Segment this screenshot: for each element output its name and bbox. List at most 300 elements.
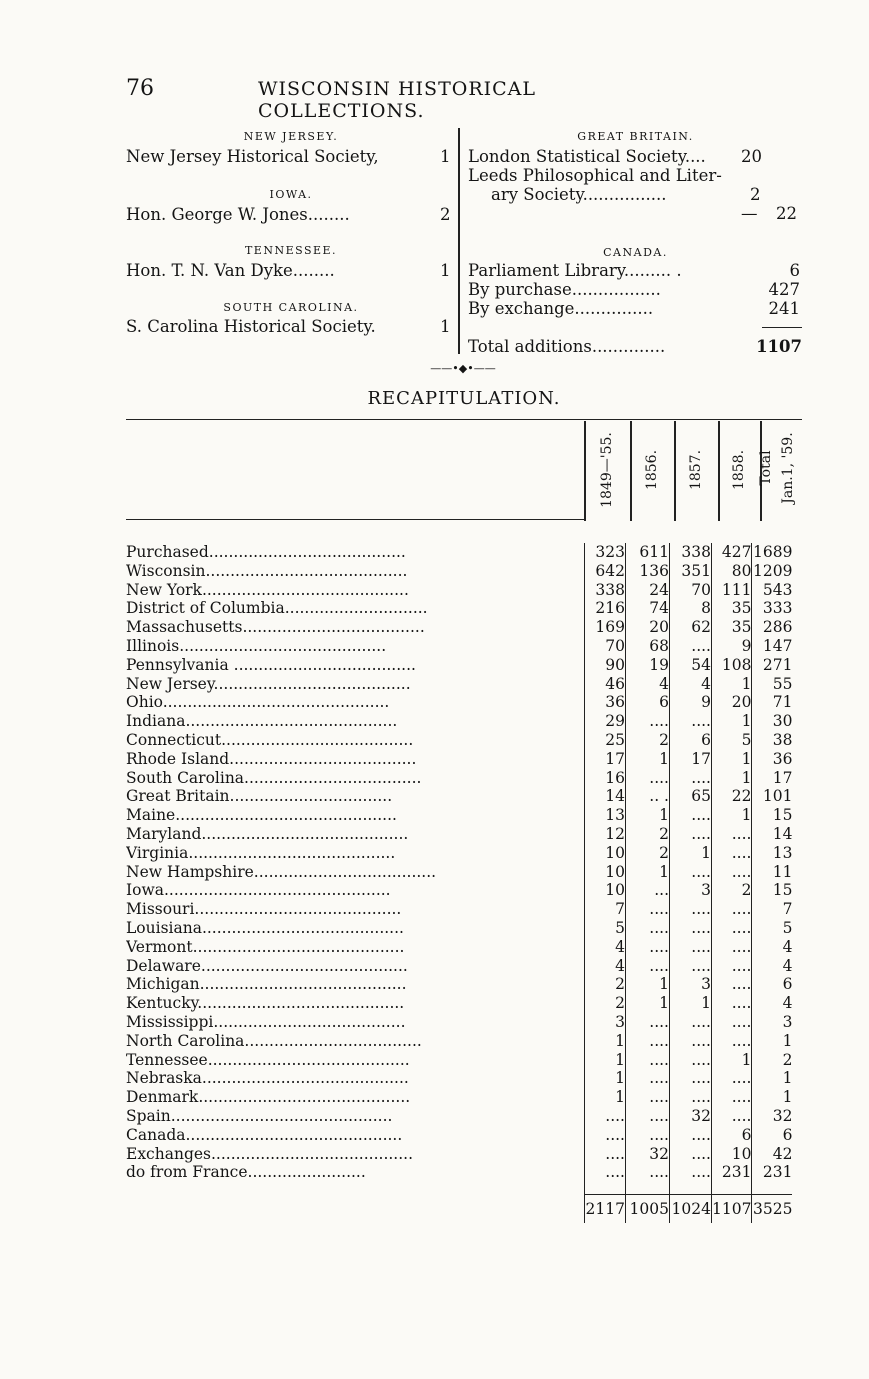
total-value: 1107 xyxy=(712,1195,752,1224)
gb-dash: — xyxy=(741,204,758,223)
row-value: 62 xyxy=(670,618,712,637)
column-divider xyxy=(458,128,460,354)
row-label: South Carolina.................................... xyxy=(126,768,422,787)
row-value: .. . xyxy=(626,787,670,806)
row-value: 10 xyxy=(712,1145,752,1164)
row-label: Tennessee......................................... xyxy=(126,1050,410,1069)
row-value: 1 xyxy=(712,712,752,731)
row-value: 32 xyxy=(626,1145,670,1164)
row-label: New Hampshire..................................... xyxy=(126,862,437,881)
south-carolina-value: 1 xyxy=(440,317,451,336)
row-value: .... xyxy=(626,1013,670,1032)
totals-row xyxy=(126,1195,792,1224)
row-label: New York.......................................... xyxy=(126,580,409,599)
row-value: 7 xyxy=(585,900,626,919)
row-value: 5 xyxy=(752,919,793,938)
canada-row-value: 6 xyxy=(789,261,800,280)
row-label: District of Columbia............................. xyxy=(126,599,428,618)
table-row xyxy=(126,919,792,938)
row-value: 42 xyxy=(752,1145,793,1164)
row-value: .... xyxy=(712,1032,752,1051)
row-value: 1 xyxy=(712,675,752,694)
row-value: 20 xyxy=(626,618,670,637)
row-value: 1 xyxy=(585,1069,626,1088)
row-value: 35 xyxy=(712,599,752,618)
row-label: Maryland.......................................... xyxy=(126,824,409,843)
spacer-row xyxy=(126,1182,792,1195)
heading-tennessee: TENNESSEE. xyxy=(244,244,338,257)
total-additions-value: 1107 xyxy=(756,337,802,356)
row-value: 16 xyxy=(585,769,626,788)
row-label: North Carolina.................................... xyxy=(126,1031,422,1050)
row-label: Rhode Island...................................... xyxy=(126,749,417,768)
table-row xyxy=(126,1088,792,1107)
row-value: 338 xyxy=(670,543,712,562)
heading-canada: CANADA. xyxy=(603,246,668,259)
row-value: .... xyxy=(626,1163,670,1182)
row-value: 3 xyxy=(585,1013,626,1032)
row-value: .... xyxy=(712,863,752,882)
row-value: 231 xyxy=(752,1163,793,1182)
table-row xyxy=(126,656,792,675)
row-value: .... xyxy=(712,900,752,919)
row-value: 46 xyxy=(585,675,626,694)
table-row xyxy=(126,975,792,994)
row-label: Indiana........................................... xyxy=(126,712,398,731)
row-value: .... xyxy=(626,1032,670,1051)
row-value: 323 xyxy=(585,543,626,562)
tennessee-entry: Hon. T. N. Van Dyke........ xyxy=(126,261,335,280)
row-value: .... xyxy=(626,1107,670,1126)
row-label: Canada............................................ xyxy=(126,1125,403,1144)
row-value: 3 xyxy=(670,881,712,900)
column-header-1849-55: 1849—'55. xyxy=(599,432,615,508)
row-value: 29 xyxy=(585,712,626,731)
row-value: 351 xyxy=(670,562,712,581)
header-col-rule xyxy=(718,421,720,521)
recap-title: RECAPITULATION. xyxy=(367,388,561,409)
row-value: 70 xyxy=(585,637,626,656)
row-value: .... xyxy=(626,938,670,957)
row-value: 13 xyxy=(585,806,626,825)
row-value: 55 xyxy=(752,675,793,694)
row-value: 147 xyxy=(752,637,793,656)
row-value: 333 xyxy=(752,599,793,618)
column-header-total: Total xyxy=(758,450,774,486)
row-value: 611 xyxy=(626,543,670,562)
row-label: Maine............................................. xyxy=(126,806,397,825)
row-value: .... xyxy=(626,769,670,788)
table-row xyxy=(126,787,792,806)
table-row xyxy=(126,769,792,788)
row-value: 1 xyxy=(626,806,670,825)
total-value: 1024 xyxy=(670,1195,712,1224)
table-row xyxy=(126,637,792,656)
row-value: 65 xyxy=(670,787,712,806)
row-value: 5 xyxy=(712,731,752,750)
row-value: 1 xyxy=(712,769,752,788)
row-value: 36 xyxy=(585,693,626,712)
row-value: 36 xyxy=(752,750,793,769)
row-value: 338 xyxy=(585,581,626,600)
table-row xyxy=(126,1163,792,1182)
column-header-1858: 1858. xyxy=(731,449,747,491)
row-label: Spain............................................. xyxy=(126,1106,393,1125)
table-row xyxy=(126,1107,792,1126)
row-value: 1 xyxy=(626,975,670,994)
row-value: 2 xyxy=(626,844,670,863)
row-value: 1209 xyxy=(753,561,793,580)
row-value: .... xyxy=(712,994,752,1013)
table-row xyxy=(126,675,792,694)
row-value: 70 xyxy=(670,581,712,600)
row-label: Delaware.......................................... xyxy=(126,956,408,975)
row-label: Virginia.......................................... xyxy=(126,843,396,862)
heading-south-carolina: SOUTH CAROLINA. xyxy=(223,301,359,314)
table-row xyxy=(126,599,792,618)
table-row xyxy=(126,863,792,882)
row-value: 17 xyxy=(670,750,712,769)
row-value: 3 xyxy=(752,1013,793,1032)
column-header-jan-1859: Jan.1, '59. xyxy=(780,432,796,504)
row-value: 108 xyxy=(712,656,752,675)
iowa-entry: Hon. George W. Jones........ xyxy=(126,205,350,224)
table-row xyxy=(126,957,792,976)
row-value: .... xyxy=(626,712,670,731)
row-label: Missouri.......................................... xyxy=(126,900,402,919)
row-value: 13 xyxy=(752,844,793,863)
row-value: .... xyxy=(585,1145,626,1164)
total-value: 2117 xyxy=(585,1195,626,1224)
row-value: .... xyxy=(626,1126,670,1145)
row-value: 1 xyxy=(712,750,752,769)
row-value: .... xyxy=(712,938,752,957)
gb-line-3-value: 2 xyxy=(750,185,761,204)
row-value: 10 xyxy=(585,844,626,863)
row-value: 2 xyxy=(585,975,626,994)
row-value: 25 xyxy=(585,731,626,750)
row-value: .... xyxy=(670,712,712,731)
row-value: 1 xyxy=(670,994,712,1013)
row-value: .... xyxy=(585,1126,626,1145)
row-label: Connecticut....................................... xyxy=(126,730,414,749)
row-value: .... xyxy=(626,1069,670,1088)
table-row xyxy=(126,712,792,731)
row-value: 1 xyxy=(752,1032,793,1051)
row-label: Louisiana......................................... xyxy=(126,918,404,937)
header-col-rule xyxy=(630,421,632,521)
row-value: .... xyxy=(712,844,752,863)
spacer-cell xyxy=(670,1182,712,1195)
row-label: Iowa.............................................. xyxy=(126,881,391,900)
row-label: Denmark........................................... xyxy=(126,1088,411,1107)
table-row xyxy=(126,581,792,600)
canada-row-value: 241 xyxy=(768,299,800,318)
row-value: 1 xyxy=(712,806,752,825)
row-value: 54 xyxy=(670,656,712,675)
row-value: 12 xyxy=(585,825,626,844)
recap-table xyxy=(126,543,792,1223)
row-value: .... xyxy=(626,1051,670,1070)
row-value: 169 xyxy=(585,618,626,637)
row-value: 24 xyxy=(626,581,670,600)
row-value: 14 xyxy=(752,825,793,844)
row-value: 68 xyxy=(626,637,670,656)
row-label: do from France........................ xyxy=(126,1163,366,1182)
total-value: 1005 xyxy=(626,1195,670,1224)
row-value: .... xyxy=(626,900,670,919)
row-value: 17 xyxy=(752,769,793,788)
row-value: 19 xyxy=(626,656,670,675)
header-col-rule xyxy=(674,421,676,521)
table-row xyxy=(126,562,792,581)
row-value: 2 xyxy=(752,1051,793,1070)
row-value: 15 xyxy=(752,806,793,825)
row-label: Kentucky.......................................... xyxy=(126,994,405,1013)
row-label: Wisconsin......................................... xyxy=(126,561,408,580)
row-value: .... xyxy=(712,1107,752,1126)
row-label: Ohio.............................................. xyxy=(126,693,390,712)
row-value: 2 xyxy=(626,825,670,844)
table-row xyxy=(126,900,792,919)
row-value: 71 xyxy=(752,693,793,712)
table-row xyxy=(126,693,792,712)
row-value: 4 xyxy=(752,938,793,957)
row-value: 8 xyxy=(670,599,712,618)
row-label: Vermont........................................... xyxy=(126,937,405,956)
row-value: 4 xyxy=(670,675,712,694)
gb-subtotal: 22 xyxy=(776,204,797,223)
row-value: 3 xyxy=(670,975,712,994)
row-value: .... xyxy=(670,1013,712,1032)
row-value: .... xyxy=(670,919,712,938)
row-label: New Jersey........................................ xyxy=(126,674,411,693)
row-label: Mississippi....................................... xyxy=(126,1012,406,1031)
table-row xyxy=(126,1051,792,1070)
sum-rule xyxy=(762,327,802,328)
row-value: ... xyxy=(626,881,670,900)
table-row xyxy=(126,825,792,844)
row-value: 4 xyxy=(752,994,793,1013)
table-row xyxy=(126,731,792,750)
gb-line-1-value: 20 xyxy=(741,147,762,166)
row-value: 2 xyxy=(585,994,626,1013)
row-value: 35 xyxy=(712,618,752,637)
canada-row: Parliament Library......... . xyxy=(468,261,682,280)
new-jersey-entry: New Jersey Historical Society, xyxy=(126,147,379,166)
spacer-cell xyxy=(626,1182,670,1195)
canada-row: By purchase................. xyxy=(468,280,661,299)
heading-iowa: IOWA. xyxy=(269,188,313,201)
row-value: .... xyxy=(712,1069,752,1088)
row-value: 11 xyxy=(752,863,793,882)
heading-new-jersey: NEW JERSEY. xyxy=(243,130,339,143)
total-value: 3525 xyxy=(752,1195,793,1224)
row-value: .... xyxy=(712,1013,752,1032)
row-value: 4 xyxy=(752,957,793,976)
row-value: 15 xyxy=(752,881,793,900)
row-value: 74 xyxy=(626,599,670,618)
row-value: 543 xyxy=(752,581,793,600)
totals-label xyxy=(126,1195,585,1224)
south-carolina-entry: S. Carolina Historical Society. xyxy=(126,317,376,336)
page-number: 76 xyxy=(126,76,154,101)
row-value: 1 xyxy=(585,1032,626,1051)
row-value: 4 xyxy=(585,957,626,976)
row-label: Nebraska.......................................... xyxy=(126,1069,409,1088)
row-value: 6 xyxy=(712,1126,752,1145)
row-value: .... xyxy=(670,900,712,919)
table-row xyxy=(126,994,792,1013)
row-value: .... xyxy=(712,975,752,994)
row-value: 90 xyxy=(585,656,626,675)
table-row xyxy=(126,1126,792,1145)
row-value: .... xyxy=(626,919,670,938)
row-value: 111 xyxy=(712,581,752,600)
row-value: 32 xyxy=(752,1107,793,1126)
gb-line-1: London Statistical Society.... xyxy=(468,147,706,166)
heading-great-britain: GREAT BRITAIN. xyxy=(577,130,694,143)
table-row xyxy=(126,938,792,957)
row-value: 10 xyxy=(585,863,626,882)
row-value: .... xyxy=(585,1163,626,1182)
row-value: 38 xyxy=(752,731,793,750)
row-value: 1 xyxy=(670,844,712,863)
row-value: 1689 xyxy=(753,543,793,561)
gb-line-3: ary Society................ xyxy=(491,185,667,204)
row-value: 6 xyxy=(752,975,793,994)
row-value: .... xyxy=(670,806,712,825)
row-value: 101 xyxy=(752,787,793,806)
column-header-1856: 1856. xyxy=(644,449,660,491)
row-value: 10 xyxy=(585,881,626,900)
row-value: .... xyxy=(712,1088,752,1107)
row-value: 6 xyxy=(626,693,670,712)
row-value: 9 xyxy=(670,693,712,712)
row-value: .... xyxy=(670,1088,712,1107)
spacer-cell xyxy=(585,1182,626,1195)
row-value: .... xyxy=(585,1107,626,1126)
total-additions-label: Total additions.............. xyxy=(468,337,666,356)
row-value: .... xyxy=(670,637,712,656)
iowa-value: 2 xyxy=(440,205,451,224)
table-row xyxy=(126,1145,792,1164)
table-row xyxy=(126,750,792,769)
row-value: 1 xyxy=(626,863,670,882)
spacer-cell xyxy=(752,1182,793,1195)
row-value: 17 xyxy=(585,750,626,769)
row-value: 136 xyxy=(626,562,670,581)
row-value: 30 xyxy=(752,712,793,731)
row-value: 1 xyxy=(585,1088,626,1107)
spacer-cell xyxy=(712,1182,752,1195)
row-value: 1 xyxy=(626,750,670,769)
row-value: .... xyxy=(670,1163,712,1182)
row-value: .... xyxy=(670,1051,712,1070)
row-value: .... xyxy=(626,957,670,976)
row-value: 2 xyxy=(626,731,670,750)
row-value: 1 xyxy=(712,1051,752,1070)
row-value: 1 xyxy=(752,1088,793,1107)
canada-row-value: 427 xyxy=(768,280,800,299)
canada-row: By exchange............... xyxy=(468,299,654,318)
row-value: 427 xyxy=(712,543,752,562)
spacer-cell xyxy=(126,1182,585,1195)
gb-line-2: Leeds Philosophical and Liter- xyxy=(468,166,722,185)
table-stub-rule xyxy=(126,519,584,520)
row-value: 2 xyxy=(712,881,752,900)
row-value: 4 xyxy=(585,938,626,957)
row-value: 286 xyxy=(752,618,793,637)
row-value: .... xyxy=(712,825,752,844)
row-value: 20 xyxy=(712,693,752,712)
row-label: Purchased........................................ xyxy=(126,543,406,561)
ornament: ——•◆•—— xyxy=(430,362,496,375)
table-row xyxy=(126,1013,792,1032)
row-value: 22 xyxy=(712,787,752,806)
row-value: 14 xyxy=(585,787,626,806)
running-title: WISCONSIN HISTORICAL COLLECTIONS. xyxy=(258,78,537,122)
table-row xyxy=(126,881,792,900)
table-row xyxy=(126,543,792,562)
row-label: Massachusetts..................................... xyxy=(126,618,425,637)
row-value: .... xyxy=(670,1069,712,1088)
row-label: Exchanges......................................... xyxy=(126,1144,413,1163)
row-label: Pennsylvania ..................................... xyxy=(126,655,416,674)
row-value: 642 xyxy=(585,562,626,581)
row-value: 271 xyxy=(752,656,793,675)
row-value: 1 xyxy=(626,994,670,1013)
row-label: Great Britain................................. xyxy=(126,787,393,806)
row-value: .... xyxy=(712,919,752,938)
row-value: 5 xyxy=(585,919,626,938)
row-label: Illinois.......................................... xyxy=(126,636,387,655)
row-value: 216 xyxy=(585,599,626,618)
row-value: 4 xyxy=(626,675,670,694)
row-value: 32 xyxy=(670,1107,712,1126)
row-value: .... xyxy=(670,769,712,788)
row-value: 6 xyxy=(752,1126,793,1145)
new-jersey-value: 1 xyxy=(440,147,451,166)
row-value: .... xyxy=(626,1088,670,1107)
tennessee-value: 1 xyxy=(440,261,451,280)
header-col-rule xyxy=(584,421,586,521)
table-row xyxy=(126,1032,792,1051)
table-row xyxy=(126,806,792,825)
row-value: 6 xyxy=(670,731,712,750)
table-row xyxy=(126,618,792,637)
row-value: .... xyxy=(670,1145,712,1164)
row-value: 7 xyxy=(752,900,793,919)
table-row xyxy=(126,1069,792,1088)
row-value: 1 xyxy=(585,1051,626,1070)
row-value: .... xyxy=(670,938,712,957)
column-header-1857: 1857. xyxy=(688,449,704,491)
row-value: .... xyxy=(670,957,712,976)
row-value: 80 xyxy=(712,562,752,581)
table-top-rule xyxy=(126,419,802,420)
row-value: .... xyxy=(670,825,712,844)
row-value: 9 xyxy=(712,637,752,656)
row-value: .... xyxy=(670,1032,712,1051)
row-label: Michigan.......................................... xyxy=(126,975,407,994)
row-value: .... xyxy=(712,957,752,976)
row-value: 1 xyxy=(752,1069,793,1088)
table-row xyxy=(126,844,792,863)
row-value: .... xyxy=(670,1126,712,1145)
row-value: .... xyxy=(670,863,712,882)
row-value: 231 xyxy=(712,1163,752,1182)
